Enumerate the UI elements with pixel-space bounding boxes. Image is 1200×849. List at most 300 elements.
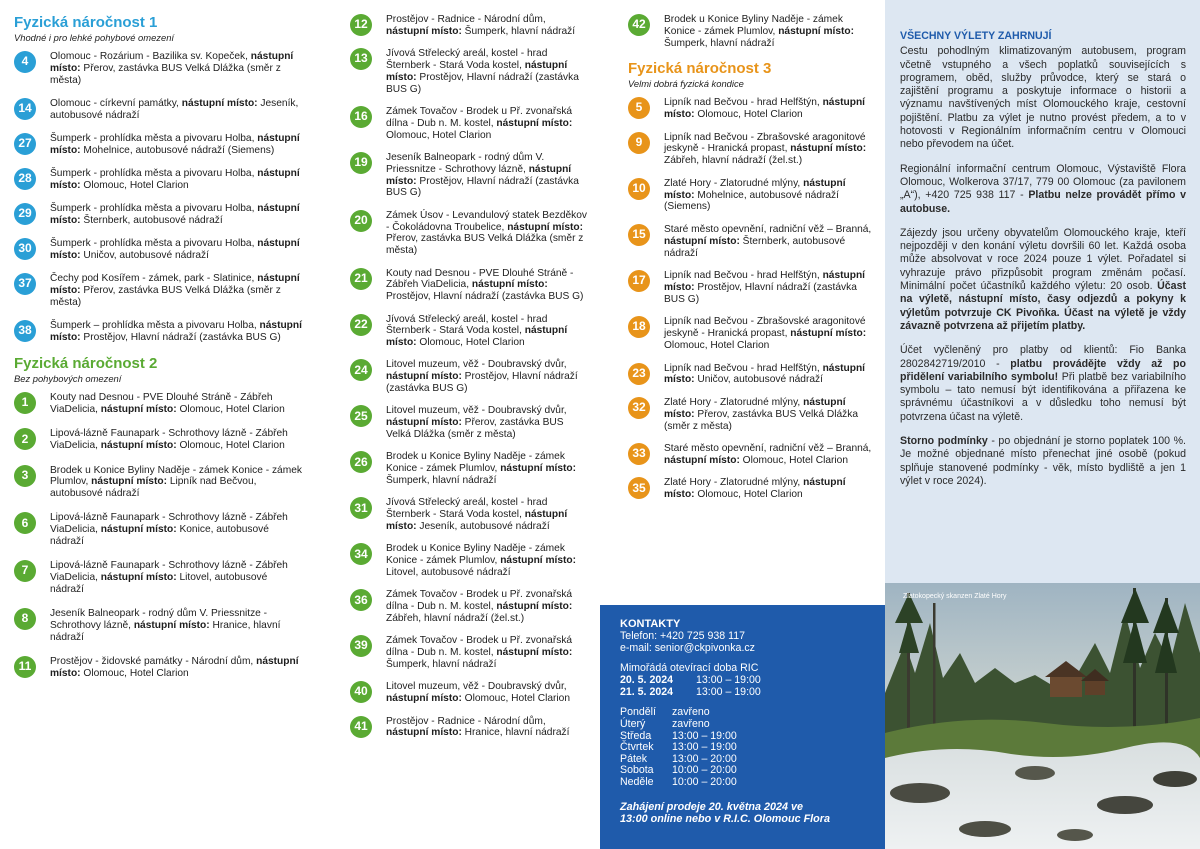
trip-description xyxy=(664,477,873,501)
boarding-label: nástupní místo: xyxy=(500,555,577,567)
boarding-label: nástupní místo: xyxy=(50,238,300,262)
boarding-label: nástupní místo: xyxy=(386,325,568,349)
trip-route: Zlaté Hory - Zlatorudné mlýny, xyxy=(664,396,804,408)
boarding-place: Hranice, hlavní nádraží xyxy=(461,727,570,739)
trip-number-badge: 16 xyxy=(350,106,372,128)
boarding-label: nástupní místo: xyxy=(496,601,573,613)
trip-route: Brodek u Konice Byliny Naděje - zámek Konice - zámek Plumlov, xyxy=(664,14,843,37)
trip-item xyxy=(628,224,873,259)
trip-item xyxy=(350,48,588,95)
trip-description xyxy=(386,635,588,670)
trip-description xyxy=(50,51,304,86)
hours-row xyxy=(620,719,737,731)
section-1-subtitle: Vhodné i pro lehké pohybové omezení xyxy=(14,32,175,43)
boarding-label: nástupní místo: xyxy=(386,59,568,83)
boarding-label: nástupní místo: xyxy=(386,509,568,533)
trip-description xyxy=(386,106,588,141)
trip-item xyxy=(350,152,588,199)
boarding-place: Prostějov, Hlavní nádraží (zastávka BUS G) xyxy=(386,371,578,395)
special-time: 13:00 – 19:00 xyxy=(696,674,761,687)
section-1-list xyxy=(14,51,304,344)
trip-number-badge: 29 xyxy=(14,203,36,225)
trip-route: Prostějov - Radnice - Národní dům, xyxy=(386,715,546,727)
trip-number-badge: 28 xyxy=(14,168,36,190)
boarding-place: Olomouc, Hotel Clarion xyxy=(664,339,770,351)
trip-route: Olomouc - Rozárium - Bazilika sv. Kopeček, xyxy=(50,51,251,62)
trip-route: Zámek Úsov - Levandulový statek Bezděkov - Čokoládovna Troubelice, xyxy=(386,209,588,233)
trip-number-badge: 36 xyxy=(350,589,372,611)
hours-time: zavřeno xyxy=(672,717,710,730)
boarding-label: nástupní místo: xyxy=(50,203,300,226)
boarding-label: nástupní místo: xyxy=(100,440,177,452)
trip-description xyxy=(664,224,873,259)
boarding-label: nástupní místo: xyxy=(496,647,573,659)
boarding-place: Prostějov, Hlavní nádraží (zastávka BUS G) xyxy=(664,281,857,305)
contact-box xyxy=(600,605,885,849)
trip-route: Jívová Střelecký areál, kostel - hrad Šternberk - Stará Voda kostel, xyxy=(386,313,548,337)
trip-description xyxy=(50,98,304,122)
boarding-place: Šternberk, autobusové nádraží xyxy=(664,235,846,259)
trip-description xyxy=(50,392,304,416)
boarding-place: Přerov, zastávka BUS Velká Dlážka (směr z města) xyxy=(50,62,281,86)
trip-item xyxy=(14,392,304,416)
trip-route: Staré město opevnění, radniční věž – Branná, xyxy=(664,443,872,455)
section-1-title: Fyzická náročnost 1 xyxy=(14,14,158,31)
section-3-list xyxy=(628,97,873,501)
info-title: VŠECHNY VÝLETY ZAHRNUJÍ xyxy=(900,30,1052,42)
column-3 xyxy=(628,14,873,512)
trip-number-badge: 33 xyxy=(628,443,650,465)
opening-hours-table xyxy=(620,707,737,788)
trip-number-badge: 7 xyxy=(14,560,36,582)
boarding-place: Olomouc, Hotel Clarion xyxy=(694,108,803,120)
hours-time: 13:00 – 19:00 xyxy=(672,729,737,742)
boarding-label: nástupní místo: xyxy=(50,51,294,74)
trip-number-badge: 22 xyxy=(350,314,372,336)
boarding-place: Olomouc, Hotel Clarion xyxy=(461,693,570,705)
trip-route: Zlaté Hory - Zlatorudné mlýny, xyxy=(664,477,804,489)
info-paragraph-ric xyxy=(900,163,1186,216)
trip-description xyxy=(386,14,588,38)
trip-route: Šumperk - prohlídka města a pivovaru Holba, xyxy=(50,203,258,215)
trip-number-badge: 2 xyxy=(14,428,36,450)
boarding-label: nástupní místo: xyxy=(664,270,866,293)
trip-route: Lipník nad Bečvou - Zbrašovské aragonitové jeskyně - Hranická propast, xyxy=(664,316,866,340)
trip-item xyxy=(350,543,588,578)
trip-route: Šumperk – prohlídka města a pivovaru Holba, xyxy=(50,320,260,332)
hours-row xyxy=(620,742,737,754)
trip-item xyxy=(14,560,304,595)
column-1 xyxy=(14,14,304,692)
trip-item xyxy=(628,397,873,432)
trip-number-badge: 13 xyxy=(350,48,372,70)
special-time: 13:00 – 19:00 xyxy=(696,685,761,698)
trip-number-badge: 38 xyxy=(14,320,36,342)
trip-item xyxy=(14,608,304,643)
trip-description xyxy=(50,238,304,262)
boarding-label: nástupní místo: xyxy=(181,97,258,109)
trip-number-badge: 14 xyxy=(14,98,36,120)
special-hours-table xyxy=(620,675,761,698)
trip-description xyxy=(664,132,873,167)
trip-description xyxy=(386,716,588,740)
boarding-place: Jeseník, autobusové nádraží xyxy=(50,97,299,121)
trip-description xyxy=(50,133,304,157)
trip-description xyxy=(664,397,873,432)
trip-number-badge: 25 xyxy=(350,405,372,427)
trip-number-badge: 21 xyxy=(350,268,372,290)
trip-description xyxy=(664,14,873,49)
special-hours-title: Mimořádá otevírací doba RIC xyxy=(620,662,759,675)
trip-route: Prostějov - Radnice - Národní dům, xyxy=(386,14,546,25)
trip-item xyxy=(350,589,588,624)
hours-day: Neděle xyxy=(620,775,654,788)
boarding-place: Prostějov, Hlavní nádraží (zastávka BUS G) xyxy=(386,71,579,95)
boarding-label: nástupní místo: xyxy=(386,163,572,187)
section-3-title: Fyzická náročnost 3 xyxy=(628,60,772,78)
trip-number-badge: 27 xyxy=(14,133,36,155)
boarding-label: nástupní místo: xyxy=(500,463,577,475)
boarding-label: nástupní místo: xyxy=(386,693,462,705)
trip-description xyxy=(664,97,873,121)
trip-number-badge: 3 xyxy=(14,465,36,487)
storno-text: - po objednání je storno poplatek 100 %. Je možné objednané místo přenechat jiné osobě (pokud splňuje stanovené podmínky - věk, místo bydliště a jen 1 výlet v roce 2024). xyxy=(900,435,1186,487)
trip-route: Šumperk - prohlídka města a pivovaru Holba, xyxy=(50,168,258,180)
trip-description xyxy=(664,178,873,213)
trip-route: Staré město opevnění, radniční věž – Branná, xyxy=(664,223,872,235)
trip-item xyxy=(628,178,873,213)
trip-route: Jeseník Balneopark - rodný dům V. Priessnitze - Schrothovy lázně, xyxy=(50,608,268,631)
no-bus-payment-note: Platbu nelze provádět přímo v autobuse. xyxy=(900,189,1186,215)
boarding-label: nástupní místo: xyxy=(790,143,867,155)
section-2-subtitle: Bez pohybových omezení xyxy=(14,373,122,385)
sale-line-2: 13:00 online nebo v R.I.C. Olomouc Flora xyxy=(620,812,830,825)
trip-number-badge: 23 xyxy=(628,363,650,385)
trip-number-badge: 30 xyxy=(14,238,36,260)
trip-description xyxy=(386,497,588,532)
info-paragraph-account xyxy=(900,344,1186,424)
special-hours-row xyxy=(620,687,761,699)
boarding-label: nástupní místo: xyxy=(133,620,210,631)
trip-description xyxy=(386,589,588,624)
trip-item xyxy=(350,681,588,705)
hours-time: zavřeno xyxy=(672,706,710,719)
section-3-subtitle: Velmi dobrá fyzická kondice xyxy=(628,78,744,90)
trip-item xyxy=(350,14,588,38)
section-2-list xyxy=(14,392,304,679)
boarding-label: nástupní místo: xyxy=(50,168,300,191)
trip-item xyxy=(350,405,588,440)
trip-item xyxy=(350,314,588,349)
info-paragraph-conditions xyxy=(900,227,1186,333)
boarding-place: Mohelnice, autobusové nádraží (Siemens) xyxy=(664,189,839,213)
trip-description xyxy=(386,210,588,257)
boarding-label: nástupní místo: xyxy=(91,476,167,488)
trip-description xyxy=(50,320,304,344)
boarding-place: Šumperk, hlavní nádraží xyxy=(386,475,497,487)
trip-route: Jívová Střelecký areál, kostel - hrad Šternberk - Stará Voda kostel, xyxy=(386,497,548,521)
contact-title: KONTAKTY xyxy=(620,618,681,630)
trip-route: Zámek Tovačov - Brodek u Př. zvonařská dílna - Dub n. M. kostel, xyxy=(386,589,573,613)
trip-route: Lipník nad Bečvou - hrad Helfštýn, xyxy=(664,270,823,282)
section-2-list-end xyxy=(628,14,873,49)
trip-item xyxy=(350,106,588,141)
boarding-label: nástupní místo: xyxy=(664,362,866,386)
trip-number-badge: 6 xyxy=(14,512,36,534)
boarding-label: nástupní místo: xyxy=(386,417,462,429)
boarding-label: nástupní místo: xyxy=(778,25,855,37)
hours-day: Úterý xyxy=(620,717,646,730)
trip-number-badge: 37 xyxy=(14,273,36,295)
trip-item xyxy=(14,133,304,157)
trip-route: Jívová Střelecký areál, kostel - hrad Šternberk - Stará Voda kostel, xyxy=(386,48,548,71)
trip-description xyxy=(386,681,588,705)
boarding-label: nástupní místo: xyxy=(386,727,462,739)
confirmation-note: Účast na výletě, nástupní místo, časy odjezdů a pokyny k výletům potvrzuje CK Pivoňka. Účast na výletě je vždy závazně potvrzena až přijetím platby. xyxy=(900,280,1186,332)
trip-number-badge: 39 xyxy=(350,635,372,657)
boarding-place: Hranice, hlavní nádraží xyxy=(50,620,281,643)
trip-route: Lipník nad Bečvou - hrad Helfštýn, xyxy=(664,97,823,109)
info-panel xyxy=(885,0,1200,583)
boarding-place: Konice, autobusové nádraží xyxy=(50,524,269,548)
trip-number-badge: 4 xyxy=(14,51,36,73)
boarding-place: Šumperk, hlavní nádraží xyxy=(664,37,775,49)
boarding-label: nástupní místo: xyxy=(664,177,846,201)
trip-item xyxy=(14,273,304,308)
trip-route: Lipová-lázně Faunapark - Schrothovy lázně - Zábřeh ViaDelicia, xyxy=(50,512,288,536)
trip-item xyxy=(628,363,873,387)
trip-number-badge: 40 xyxy=(350,681,372,703)
hours-day: Pátek xyxy=(620,752,648,765)
trip-item xyxy=(14,203,304,227)
hours-day: Sobota xyxy=(620,764,654,777)
boarding-place: Litovel, autobusové nádraží xyxy=(386,567,511,579)
boarding-place: Olomouc, Hotel Clarion xyxy=(386,129,492,141)
trip-item xyxy=(628,477,873,501)
boarding-label: nástupní místo: xyxy=(496,117,573,129)
boarding-label: nástupní místo: xyxy=(50,273,300,297)
boarding-place: Prostějov, Hlavní nádraží (zastávka BUS G) xyxy=(80,332,281,344)
trip-item xyxy=(628,14,873,49)
trip-item xyxy=(14,465,304,500)
trip-number-badge: 26 xyxy=(350,451,372,473)
boarding-place: Přerov, zastávka BUS Velká Dlážka (směr z města) xyxy=(386,233,584,257)
boarding-label: nástupní místo: xyxy=(507,221,584,233)
boarding-place: Šumperk, hlavní nádraží xyxy=(461,25,576,37)
trip-description xyxy=(386,268,588,303)
trip-number-badge: 20 xyxy=(350,210,372,232)
boarding-label: nástupní místo: xyxy=(664,97,866,120)
trip-item xyxy=(350,451,588,486)
trip-item xyxy=(14,51,304,86)
trip-route: Lipová-lázně Faunapark - Schrothovy lázně - Zábřeh ViaDelicia, xyxy=(50,428,288,452)
trip-route: Zámek Tovačov - Brodek u Př. zvonařská dílna - Dub n. M. kostel, xyxy=(386,105,573,129)
account-warning: Při platbě bez variabilního symbolu – tato nemusí být identifikována a přiřazena ke správnému účastníkovi a v důsledku toho nemusí být potvrzena účast na výletě. xyxy=(900,370,1186,423)
boarding-label: nástupní místo: xyxy=(50,132,300,156)
trip-route: Litovel muzeum, věž - Doubravský dvůr, xyxy=(386,405,567,417)
trip-number-badge: 34 xyxy=(350,543,372,565)
trip-item xyxy=(350,359,588,394)
trip-item xyxy=(628,316,873,351)
trip-item xyxy=(14,428,304,452)
trip-item xyxy=(14,656,304,680)
trip-number-badge: 9 xyxy=(628,132,650,154)
trip-route: Litovel muzeum, věž - Doubravský dvůr, xyxy=(386,359,567,371)
ric-address: Regionální informační centrum Olomouc, Výstaviště Flora Olomouc, Wolkerova 37/17, 779 00 Olomouc (za pavilonem „A“), +420 725 938 117 - xyxy=(900,162,1186,202)
trip-route: Brodek u Konice Byliny Naděje - zámek Konice - zámek Plumlov, xyxy=(386,451,565,475)
boarding-label: nástupní místo: xyxy=(664,396,846,420)
trip-route: Lipník nad Bečvou - hrad Helfštýn, xyxy=(664,362,823,374)
trip-number-badge: 31 xyxy=(350,497,372,519)
trip-description xyxy=(664,316,873,351)
boarding-place: Zábřeh, hlavní nádraží (žel.st.) xyxy=(664,155,803,167)
storno-label: Storno podmínky xyxy=(900,435,988,448)
sale-start xyxy=(620,801,867,825)
boarding-place: Olomouc, Hotel Clarion xyxy=(80,179,189,191)
trip-item xyxy=(14,98,304,122)
info-paragraph-includes: Cestu pohodlným klimatizovaným autobusem, program včetně vstupného a všech poplatků souvisejících s programem, oběd, služby průvodce, který se stará o zajištění programu a poskytuje informace o historii a významu navštívených míst Olomouckého kraje, cestovní pojištění. Platbu za výlet je nutno provést předem, a to v hotovosti v Regionálním informačním centru v Olomouci nebo převodem na účet. xyxy=(900,45,1186,151)
trip-number-badge: 11 xyxy=(14,656,36,678)
trip-description xyxy=(50,168,304,192)
boarding-place: Prostějov, Hlavní nádraží (zastávka BUS G) xyxy=(386,291,584,303)
trip-item xyxy=(628,132,873,167)
boarding-label: nástupní místo: xyxy=(664,235,740,247)
special-date: 21. 5. 2024 xyxy=(620,685,674,698)
photo-illustration xyxy=(885,583,1200,849)
boarding-place: Lipník nad Bečvou, autobusové nádraží xyxy=(50,476,257,500)
trip-number-badge: 18 xyxy=(628,316,650,338)
trip-route: Lipová-lázně Faunapark - Schrothovy lázně - Zábřeh ViaDelicia, xyxy=(50,560,288,584)
trip-route: Zámek Tovačov - Brodek u Př. zvonařská dílna - Dub n. M. kostel, xyxy=(386,635,573,659)
hours-time: 10:00 – 20:00 xyxy=(672,775,737,788)
trip-description xyxy=(50,512,304,547)
trip-description xyxy=(50,465,304,500)
trip-item xyxy=(350,268,588,303)
trip-description xyxy=(50,608,304,643)
section-2-title: Fyzická náročnost 2 xyxy=(14,355,158,373)
boarding-place: Zábřeh, hlavní nádraží (žel.st.) xyxy=(386,613,525,624)
boarding-label: nástupní místo: xyxy=(664,477,846,501)
landscape-photo xyxy=(885,583,1200,849)
boarding-place: Přerov, zastávka BUS Velká Dlážka (směr z města) xyxy=(386,417,564,441)
boarding-place: Přerov, zastávka BUS Velká Dlážka (směr z města) xyxy=(664,408,859,432)
trip-item xyxy=(14,320,304,344)
contact-phone: Telefon: +420 725 938 117 xyxy=(620,629,745,642)
trip-item xyxy=(350,716,588,740)
photo-caption: Zlatokopecký skanzen Zlaté Hory xyxy=(903,593,1007,600)
trip-item xyxy=(628,270,873,305)
trip-route: Zlaté Hory - Zlatorudné mlýny, xyxy=(664,177,804,189)
trip-description xyxy=(386,359,588,394)
hours-day: Pondělí xyxy=(620,706,656,719)
hours-row xyxy=(620,777,737,789)
trip-description xyxy=(50,656,304,680)
trip-route: Čechy pod Kosířem - zámek, park - Slatinice, xyxy=(50,273,258,285)
boarding-place: Mohelnice, autobusové nádraží (Siemens) xyxy=(80,144,275,156)
boarding-place: Litovel, autobusové nádraží xyxy=(50,572,268,595)
trip-description xyxy=(386,152,588,199)
trip-item xyxy=(628,97,873,121)
boarding-place: Olomouc, Hotel Clarion xyxy=(176,404,285,416)
trip-number-badge: 41 xyxy=(350,716,372,738)
trip-item xyxy=(350,635,588,670)
boarding-label: nástupní místo: xyxy=(100,404,177,416)
trip-description xyxy=(50,428,304,452)
trip-description xyxy=(664,363,873,387)
trip-route: Olomouc - církevní památky, xyxy=(50,97,182,109)
boarding-label: nástupní místo: xyxy=(386,25,462,37)
trip-route: Šumperk - prohlídka města a pivovaru Holba, xyxy=(50,238,258,250)
variable-symbol-note: platbu provádějte vždy až po přidělení variabilního symbolu! xyxy=(900,357,1186,383)
trip-item xyxy=(14,238,304,262)
boarding-place: Uničov, autobusové nádraží xyxy=(694,374,823,386)
trip-description xyxy=(386,48,588,95)
boarding-place: Olomouc, Hotel Clarion xyxy=(416,337,525,349)
boarding-place: Šumperk, hlavní nádraží xyxy=(386,658,497,670)
trip-number-badge: 15 xyxy=(628,224,650,246)
trip-description xyxy=(50,560,304,595)
trip-description xyxy=(386,543,588,578)
boarding-place: Olomouc, Hotel Clarion xyxy=(80,667,189,679)
hours-time: 13:00 – 19:00 xyxy=(672,741,737,754)
trip-number-badge: 17 xyxy=(628,270,650,292)
boarding-label: nástupní místo: xyxy=(471,279,548,291)
trip-number-badge: 1 xyxy=(14,392,36,414)
boarding-label: nástupní místo: xyxy=(790,328,867,340)
trip-route: Šumperk - prohlídka města a pivovaru Holba, xyxy=(50,132,258,144)
trip-description xyxy=(386,314,588,349)
boarding-place: Jeseník, autobusové nádraží xyxy=(416,521,550,533)
boarding-label: nástupní místo: xyxy=(664,454,740,466)
trip-description xyxy=(50,273,304,308)
trip-route: Jeseník Balneopark - rodný dům V. Priessnitze - Schrothovy lázně, xyxy=(386,151,545,175)
trip-description xyxy=(386,405,588,440)
hours-day: Čtvrtek xyxy=(620,741,654,754)
section-2-list-continued xyxy=(350,14,588,739)
trip-item xyxy=(14,168,304,192)
info-paragraph-storno xyxy=(900,435,1186,488)
trip-number-badge: 24 xyxy=(350,359,372,381)
trip-route: Lipník nad Bečvou - Zbrašovské aragonitové jeskyně - Hranická propast, xyxy=(664,131,866,155)
boarding-place: Olomouc, Hotel Clarion xyxy=(176,440,285,452)
trip-item xyxy=(350,497,588,532)
boarding-place: Přerov, zastávka BUS Velká Dlážka (směr z města) xyxy=(50,285,281,308)
trip-route: Kouty nad Desnou - PVE Dlouhé Stráně - Zábřeh ViaDelicia, xyxy=(50,392,273,416)
trip-number-badge: 32 xyxy=(628,397,650,419)
trip-number-badge: 12 xyxy=(350,14,372,36)
account-text: Účet vyčleněný pro platby od klientů: Fio Banka 2802842719/2010 - xyxy=(900,344,1186,370)
trip-item xyxy=(350,210,588,257)
boarding-label: nástupní místo: xyxy=(100,524,177,536)
boarding-place: Uničov, autobusové nádraží xyxy=(80,250,209,262)
column-2 xyxy=(350,14,588,750)
boarding-label: nástupní místo: xyxy=(50,656,299,679)
special-date: 20. 5. 2024 xyxy=(620,674,674,687)
trip-route: Brodek u Konice Byliny Naděje - zámek Konice - zámek Plumlov, xyxy=(50,464,302,488)
boarding-place: Prostějov, Hlavní nádraží (zastávka BUS G) xyxy=(386,175,579,199)
boarding-label: nástupní místo: xyxy=(100,572,177,584)
trip-number-badge: 10 xyxy=(628,178,650,200)
trip-route: Brodek u Konice Byliny Naděje - zámek Konice - zámek Plumlov, xyxy=(386,543,565,567)
hours-time: 10:00 – 20:00 xyxy=(672,764,737,777)
conditions-text: Zájezdy jsou určeny obyvatelům Olomouckého kraje, kteří nejpozději v den konání výletu dovršili 60 let. Každá osoba může absolvovat v roce 2024 pouze 1 výlet. Pořadatel si vyhrazuje právo přizpůsobit program změnám počasí. Minimální počet účastníků každého výletu: 20 osob. xyxy=(900,226,1186,293)
boarding-place: Šternberk, autobusové nádraží xyxy=(80,214,223,226)
trip-number-badge: 8 xyxy=(14,608,36,630)
boarding-place: Olomouc, Hotel Clarion xyxy=(694,489,803,501)
trip-route: Litovel muzeum, věž - Doubravský dvůr, xyxy=(386,681,567,693)
boarding-label: nástupní místo: xyxy=(50,320,302,344)
sale-line-1: Zahájení prodeje 20. května 2024 ve xyxy=(620,800,804,813)
